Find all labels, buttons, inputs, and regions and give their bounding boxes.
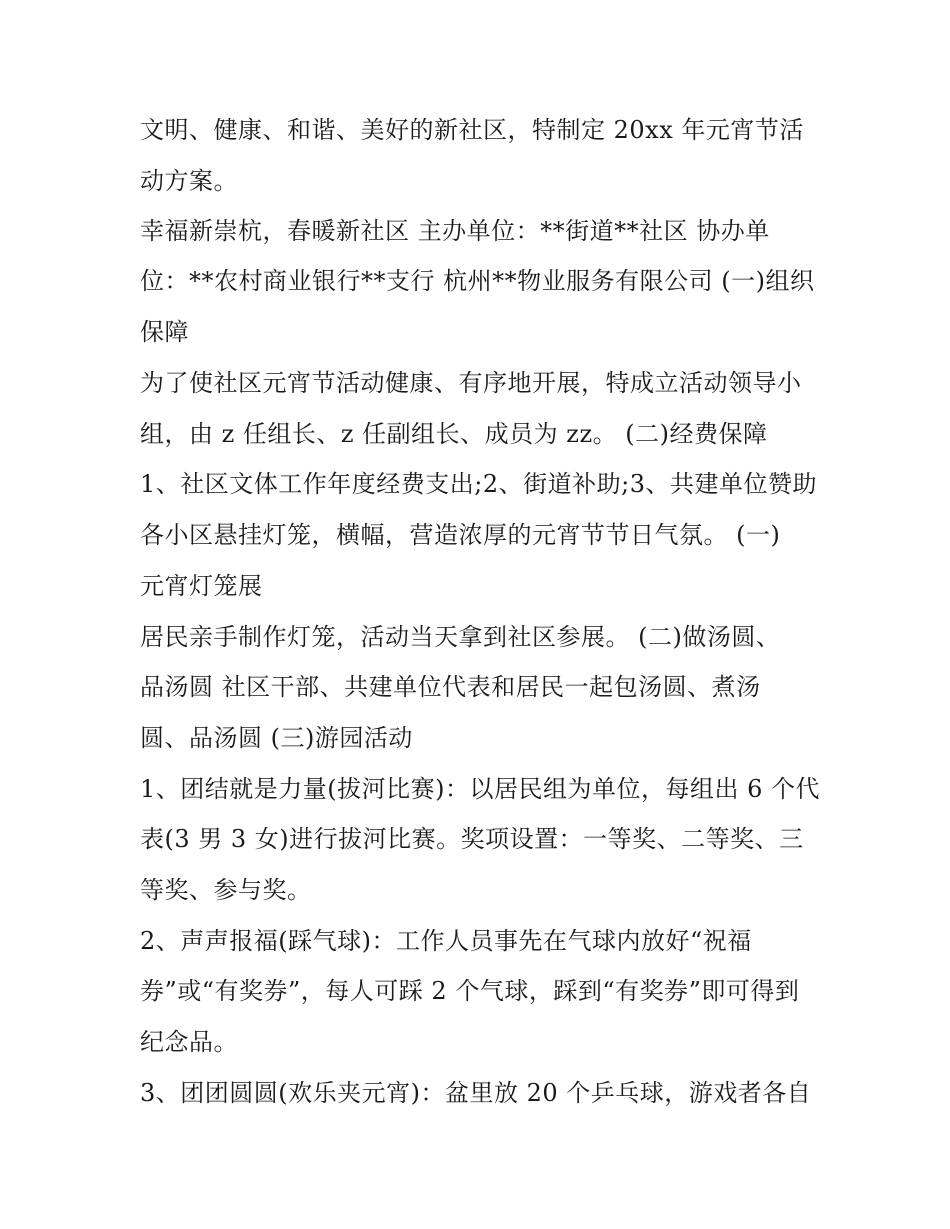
text-line: 各小区悬挂灯笼，横幅，营造浓厚的元宵节节日气氛。 (一) bbox=[140, 521, 781, 549]
text-line: 圆、品汤圆 (三)游园活动 bbox=[140, 724, 413, 752]
text-line: 动方案。 bbox=[140, 167, 238, 195]
text-line: 元宵灯笼展 bbox=[140, 572, 263, 600]
text-line: 1、团结就是力量(拔河比赛)：以居民组为单位，每组出 6 个代 bbox=[140, 775, 821, 803]
text-line: 3、团团圆圆(欢乐夹元宵)：盆里放 20 个乒乓球，游戏者各自 bbox=[140, 1079, 812, 1107]
text-line: 幸福新崇杭，春暖新社区 主办单位：**街道**社区 协办单 bbox=[140, 217, 770, 245]
text-line: 1、社区文体工作年度经费支出;2、街道补助;3、共建单位赞助 bbox=[140, 470, 817, 498]
text-line: 2、声声报福(踩气球)：工作人员事先在气球内放好“祝福 bbox=[140, 927, 752, 955]
text-line: 为了使社区元宵节活动健康、有序地开展，特成立活动领导小 bbox=[140, 369, 802, 397]
text-line: 纪念品。 bbox=[140, 1028, 238, 1056]
text-line: 等奖、参与奖。 bbox=[140, 876, 312, 904]
text-line: 居民亲手制作灯笼，活动当天拿到社区参展。 (二)做汤圆、 bbox=[140, 623, 781, 651]
text-line: 组，由 z 任组长、z 任副组长、成员为 zz。 (二)经费保障 bbox=[140, 420, 768, 448]
text-line: 文明、健康、和谐、美好的新社区，特制定 20xx 年元宵节活 bbox=[140, 116, 804, 144]
text-line: 品汤圆 社区干部、共建单位代表和居民一起包汤圆、煮汤 bbox=[140, 673, 761, 701]
text-line: 表(3 男 3 女)进行拔河比赛。奖项设置：一等奖、二等奖、三 bbox=[140, 825, 804, 853]
text-line: 位：**农村商业银行**支行 杭州**物业服务有限公司 (一)组织 bbox=[140, 267, 815, 295]
text-line: 保障 bbox=[140, 318, 189, 346]
text-line: 券”或“有奖券”，每人可踩 2 个气球，踩到“有奖券”即可得到 bbox=[140, 977, 800, 1005]
